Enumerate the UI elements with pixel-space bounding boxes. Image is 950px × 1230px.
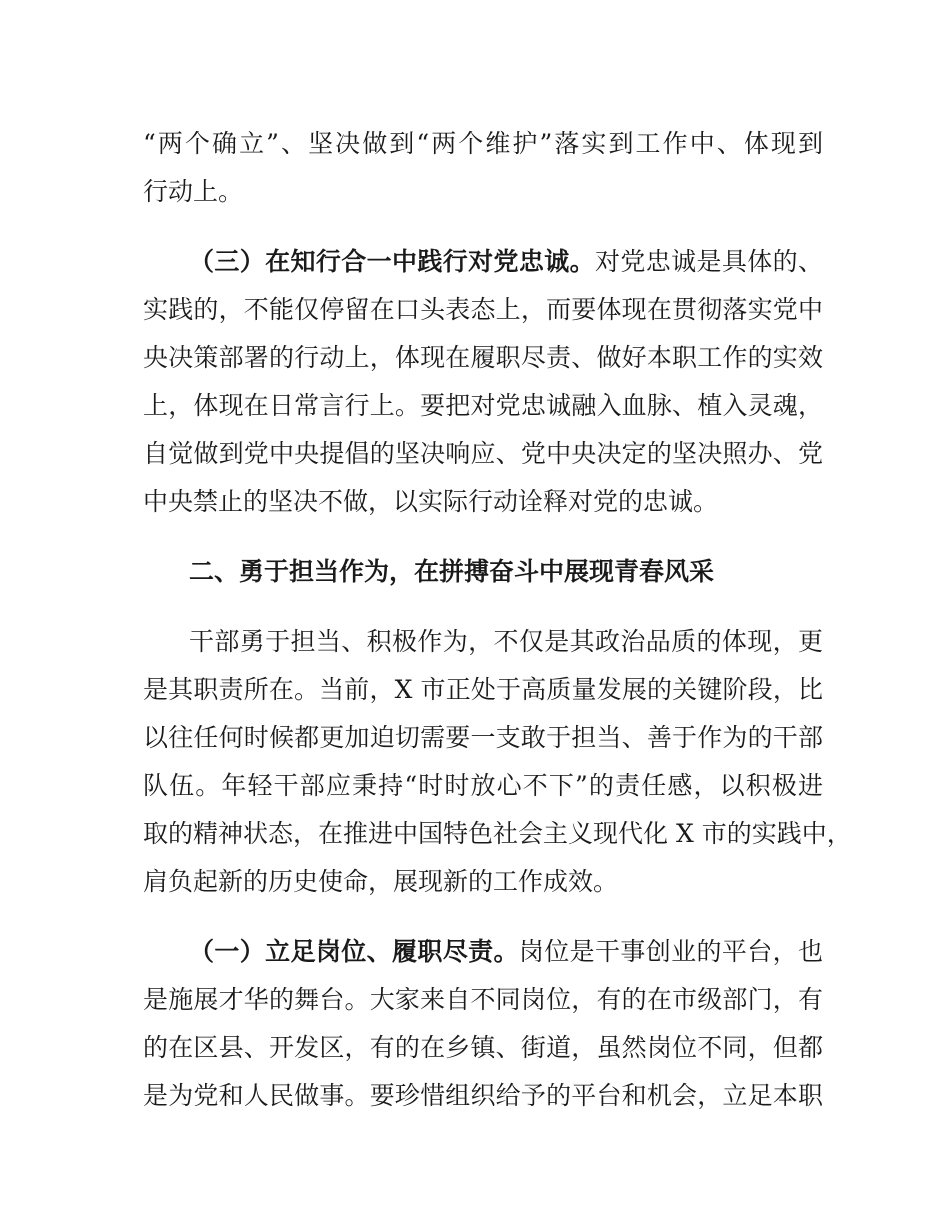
text-line: 是施展才华的舞台。大家来自不同岗位，有的在市级部门，有 — [143, 985, 823, 1014]
text-line: 自觉做到党中央提倡的坚决响应、党中央决定的坚决照办、党 — [143, 439, 823, 468]
text-line: 以往任何时候都更加迫切需要一支敢于担当、善于作为的干部 — [143, 723, 823, 752]
text-line: 行动上。 — [143, 177, 244, 206]
document-body — [143, 120, 852, 1120]
paragraph-continuation — [143, 120, 823, 216]
text-line: 肩负起新的历史使命，展现新的工作成效。 — [143, 867, 619, 896]
text-line: 的在区县、开发区，有的在乡镇、街道，虽然岗位不同，但都 — [143, 1033, 823, 1062]
text-line: 取的精神状态，在推进中国特色社会主义现代化 X 市的实践中， — [143, 819, 852, 848]
section-heading: 二、勇于担当作为，在拼搏奋斗中展现青春风采 — [189, 557, 715, 586]
text-line: 干部勇于担当、积极作为，不仅是其政治品质的体现，更 — [189, 627, 823, 656]
subheading-lead: （一）立足岗位、履职尽责。 — [189, 937, 519, 966]
text-line: 是为党和人民做事。要珍惜组织给予的平台和机会，立足本职 — [143, 1081, 823, 1110]
text-line: 实践的，不能仅停留在口头表态上，而要体现在贯彻落实党中 — [143, 295, 823, 324]
text-line: 中央禁止的坚决不做，以实际行动诠释对党的忠诚。 — [143, 487, 719, 516]
text-run: 对党忠诚是具体的、 — [594, 247, 823, 276]
text-line — [143, 928, 823, 976]
text-line: “两个确立”、坚决做到“两个维护”落实到工作中、体现到 — [143, 129, 823, 158]
subheading-lead: （三）在知行合一中践行对党忠诚。 — [189, 247, 595, 276]
paragraph-post-duty — [143, 928, 823, 1120]
paragraph-responsibility — [143, 618, 852, 906]
paragraph-loyalty-practice — [143, 238, 823, 526]
text-line: 央决策部署的行动上，体现在履职尽责、做好本职工作的实效 — [143, 343, 823, 372]
text-run: 岗位是干事创业的平台，也 — [518, 937, 823, 966]
text-line: 队伍。年轻干部应秉持“时时放心不下”的责任感，以积极进 — [143, 771, 823, 800]
text-line: 上，体现在日常言行上。要把对党忠诚融入血脉、植入灵魂， — [143, 391, 823, 420]
text-line: 是其职责所在。当前，X 市正处于高质量发展的关键阶段，比 — [143, 675, 823, 704]
text-line — [143, 238, 823, 286]
